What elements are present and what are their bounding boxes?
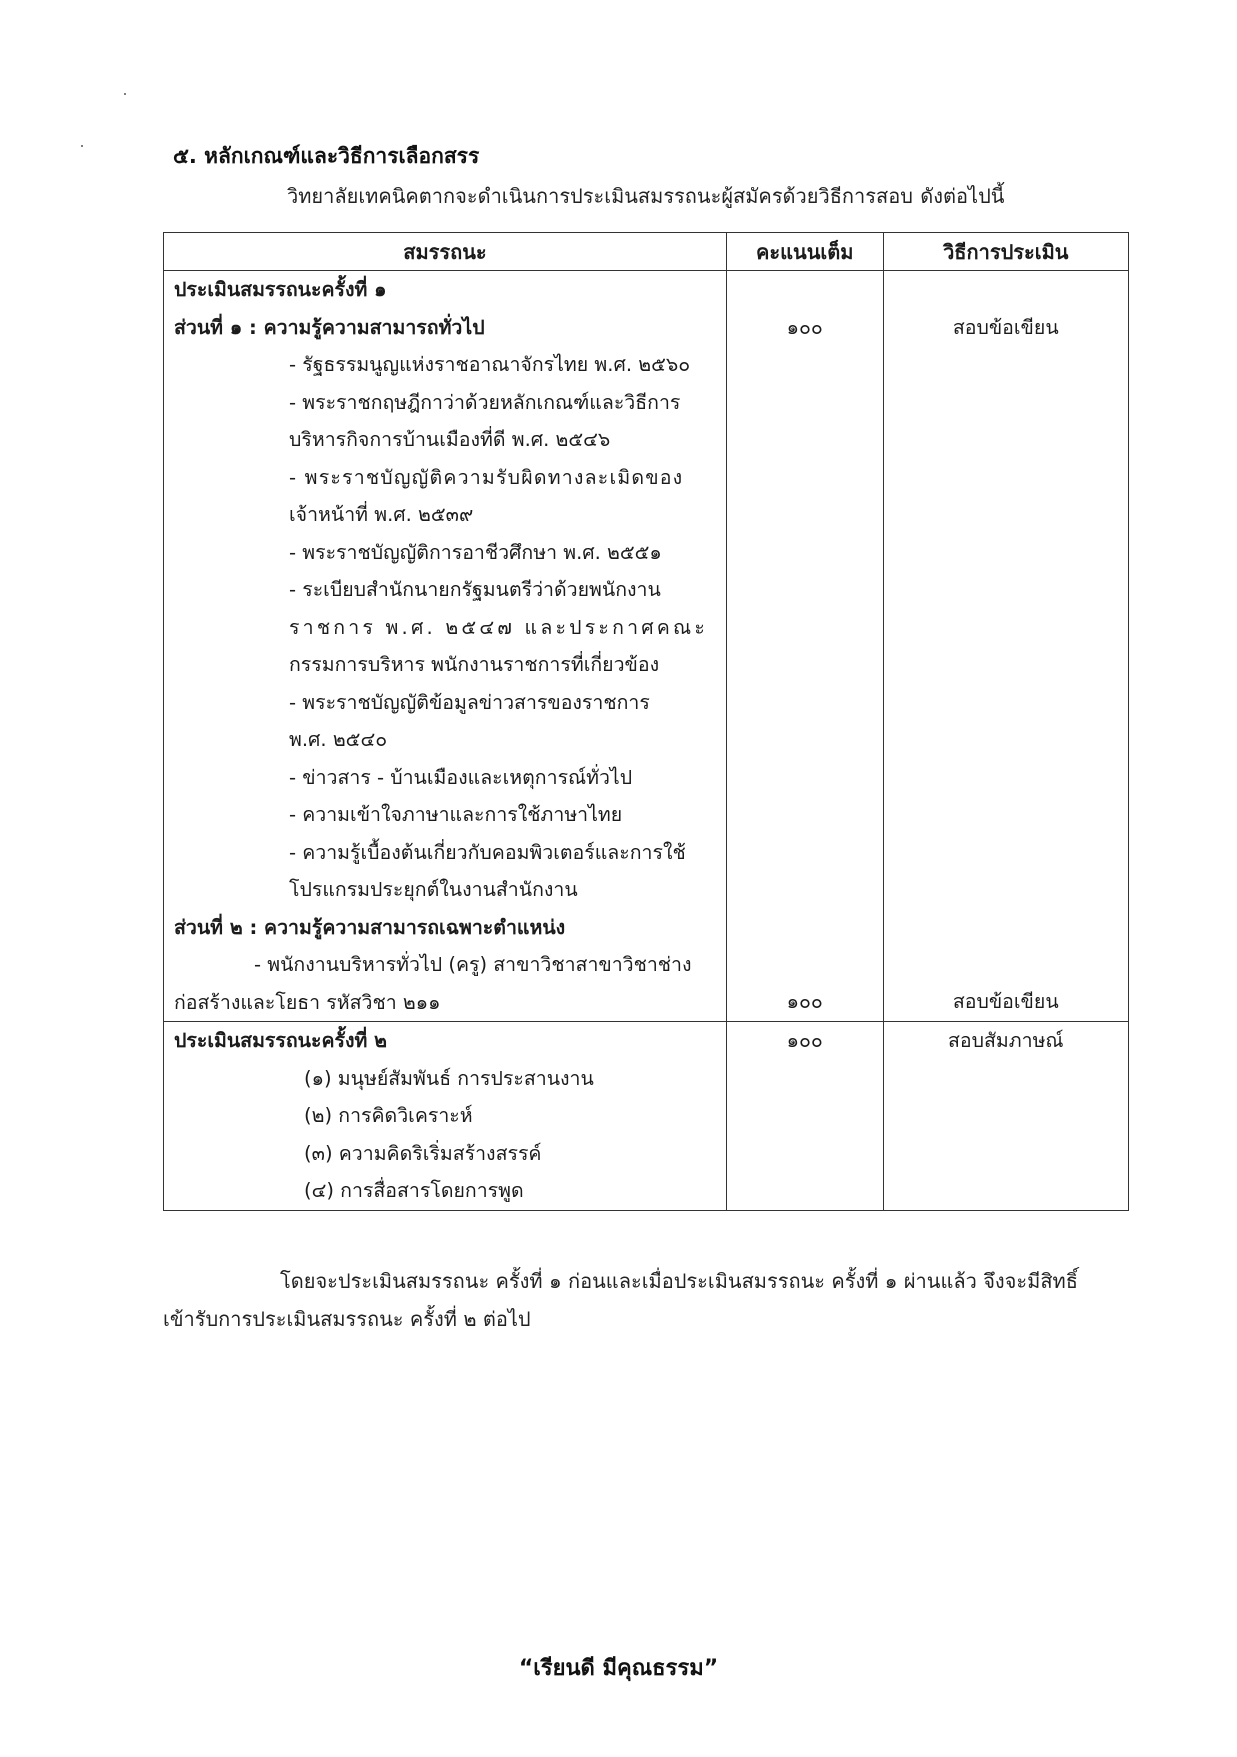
note-line-1: โดยจะประเมินสมรรถนะ ครั้งที่ ๑ ก่อนและเมื่อประเมินสมรรถนะ ครั้งที่ ๑ ผ่านแล้ว จึงจะมีสิทธิ์ (280, 1269, 1078, 1293)
section-title: ๕. หลักเกณฑ์และวิธีการเลือกสรร (173, 144, 480, 168)
part1-score: ๑๐๐ (786, 315, 823, 339)
note-paragraph (163, 1262, 1129, 1338)
part1-item: - รัฐธรรมนูญแห่งราชอาณาจักรไทย พ.ศ. ๒๕๖๐ (289, 353, 691, 376)
table-row-round2 (164, 1022, 1129, 1211)
part1-title: ส่วนที่ ๑ : ความรู้ความสามารถทั่วไป (174, 315, 485, 339)
part1-method: สอบข้อเขียน (952, 315, 1059, 339)
round1-method-cell (883, 271, 1128, 1022)
table-header-row (164, 233, 1129, 271)
header-competency: สมรรถนะ (164, 233, 727, 271)
round2-method-cell (883, 1022, 1128, 1211)
part1-item: - ความเข้าใจภาษาและการใช้ภาษาไทย (289, 803, 623, 826)
round1-competency-cell (164, 271, 727, 1022)
part1-item-cont: พ.ศ. ๒๕๔๐ (289, 728, 388, 751)
round2-score-cell (726, 1022, 883, 1211)
round1-title: ประเมินสมรรถนะครั้งที่ ๑ (174, 278, 387, 301)
part2-title: ส่วนที่ ๒ : ความรู้ความสามารถเฉพาะตำแหน่ง (174, 915, 566, 939)
scan-speck (81, 145, 83, 147)
part1-item: - ระเบียบสำนักนายกรัฐมนตรีว่าด้วยพนักงาน (289, 578, 661, 601)
competency-table (163, 232, 1129, 1211)
note-line-2: เข้ารับการประเมินสมรรถนะ ครั้งที่ ๒ ต่อไป (163, 1307, 531, 1331)
header-method: วิธีการประเมิน (883, 233, 1128, 271)
part1-item: - พระราชบัญญัติการอาชีวศึกษา พ.ศ. ๒๕๕๑ (289, 540, 662, 564)
round2-competency-cell (164, 1022, 727, 1211)
round1-score-cell (726, 271, 883, 1022)
section-intro: วิทยาลัยเทคนิคตากจะดำเนินการประเมินสมรรถนะผู้สมัครด้วยวิธีการสอบ ดังต่อไปนี้ (287, 184, 1005, 208)
part1-item: - พระราชบัญญัติข้อมูลข่าวสารของราชการ (289, 690, 650, 714)
part2-score: ๑๐๐ (786, 990, 823, 1013)
part1-item: - ความรู้เบื้องต้นเกี่ยวกับคอมพิวเตอร์และการใช้ (289, 840, 686, 864)
round2-item: (๒) การคิดวิเคราะห์ (304, 1104, 473, 1127)
round2-item: (๓) ความคิดริเริ่มสร้างสรรค์ (304, 1141, 542, 1165)
part1-item-cont: เจ้าหน้าที่ พ.ศ. ๒๕๓๙ (289, 503, 474, 526)
footer-motto: “เรียนดี มีคุณธรรม” (518, 1656, 719, 1681)
part1-item: - ข่าวสาร - บ้านเมืองและเหตุการณ์ทั่วไป (289, 765, 633, 789)
scan-speck (124, 93, 126, 95)
part1-item: - พระราชบัญญัติความรับผิดทางละเมิดของ (289, 465, 684, 489)
round2-method: สอบสัมภาษณ์ (948, 1029, 1064, 1052)
part2-position-cont: ก่อสร้างและโยธา รหัสวิชา ๒๑๑ (174, 990, 441, 1014)
part1-item-cont: ราชการ พ.ศ. ๒๕๔๗ และประกาศคณะ (289, 615, 709, 639)
part1-item-cont: โปรแกรมประยุกต์ในงานสำนักงาน (289, 878, 578, 901)
round2-item: (๑) มนุษย์สัมพันธ์ การประสานงาน (304, 1066, 594, 1090)
header-full-score: คะแนนเต็ม (726, 233, 883, 271)
round2-title: ประเมินสมรรถนะครั้งที่ ๒ (174, 1029, 388, 1052)
table-row-round1 (164, 271, 1129, 1022)
part1-item-cont: บริหารกิจการบ้านเมืองที่ดี พ.ศ. ๒๕๔๖ (289, 428, 611, 451)
part2-method: สอบข้อเขียน (952, 990, 1059, 1013)
round2-item: (๔) การสื่อสารโดยการพูด (304, 1179, 524, 1202)
round2-score: ๑๐๐ (786, 1029, 823, 1052)
part2-position: - พนักงานบริหารทั่วไป (ครู) สาขาวิชาสาขาวิชาช่าง (254, 953, 692, 976)
part1-item-cont: กรรมการบริหาร พนักงานราชการที่เกี่ยวข้อง (289, 653, 660, 676)
part1-item: - พระราชกฤษฎีกาว่าด้วยหลักเกณฑ์และวิธีการ (289, 390, 681, 414)
